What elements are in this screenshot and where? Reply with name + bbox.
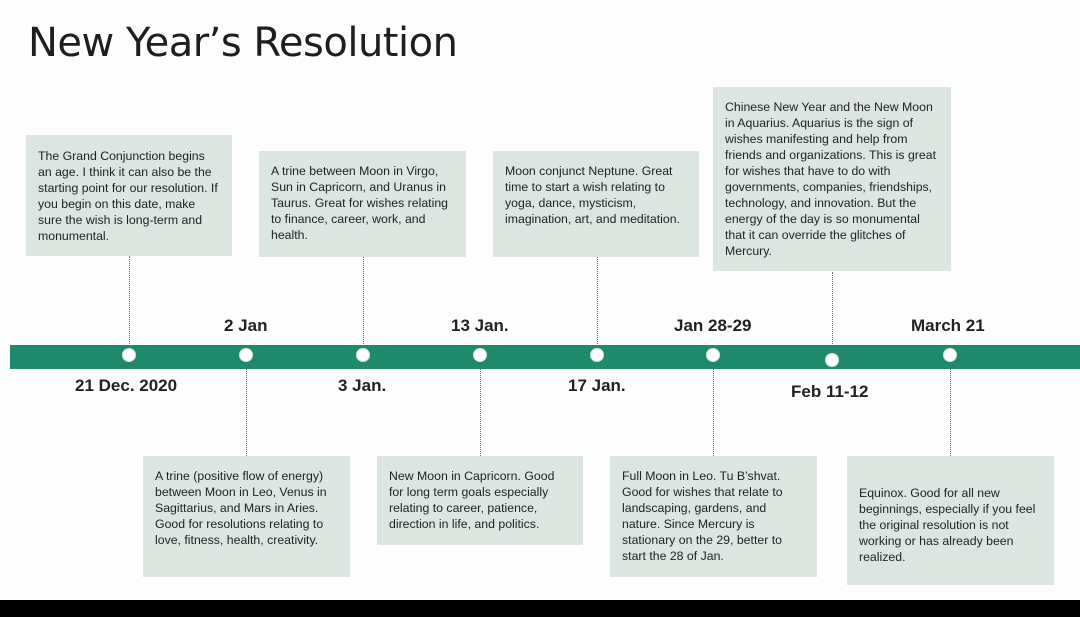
connector-jan13 xyxy=(480,362,481,456)
timeline-dot-mar21 xyxy=(944,349,956,361)
date-label-mar21: March 21 xyxy=(911,316,985,335)
connector-jan28 xyxy=(713,362,714,456)
date-label-jan28: Jan 28-29 xyxy=(674,316,752,335)
timeline-dot-dec21 xyxy=(123,349,135,361)
note-trine-jan2: A trine (positive flow of energy) between Moon in Leo, Venus in Sagittarius, and Mars in Aries. Good for resolutions relating to love, fitness, health, creativity. xyxy=(143,456,350,577)
connector-jan2 xyxy=(246,362,247,456)
date-label-jan17: 17 Jan. xyxy=(568,376,626,395)
connector-jan17 xyxy=(597,256,598,348)
connector-mar21 xyxy=(950,362,951,456)
note-chinese-new-year: Chinese New Year and the New Moon in Aquarius. Aquarius is the sign of wishes manifesting and help from friends and organizations. This is great for wishes that have to do with governments, companies, friendships, technology, and innovation. But the energy of the day is so monumental that it can override the glitches of Mercury. xyxy=(713,87,951,271)
note-grand-conjunction: The Grand Conjunction begins an age. I think it can also be the starting point for our resolution. If you begin on this date, make sure the wish is long-term and monumental. xyxy=(26,135,232,256)
timeline-dot-jan17 xyxy=(591,349,603,361)
connector-dec21 xyxy=(129,256,130,348)
timeline-dot-jan2 xyxy=(240,349,252,361)
date-label-feb11: Feb 11-12 xyxy=(791,382,869,401)
note-new-moon-capricorn: New Moon in Capricorn. Good for long term goals especially relating to career, patience, direction in life, and politics. xyxy=(377,456,583,545)
note-moon-neptune: Moon conjunct Neptune. Great time to start a wish relating to yoga, dance, mysticism, imagination, art, and meditation. xyxy=(493,151,699,257)
timeline-dot-jan13 xyxy=(474,349,486,361)
timeline-dot-jan28 xyxy=(707,349,719,361)
connector-feb11 xyxy=(832,272,833,348)
timeline-dot-jan3 xyxy=(357,349,369,361)
timeline-dot-feb11 xyxy=(826,354,838,366)
note-full-moon-leo: Full Moon in Leo. Tu B’shvat. Good for wishes that relate to landscaping, gardens, and nature. Since Mercury is stationary on the 29, better to start the 28 of Jan. xyxy=(610,456,817,577)
date-label-dec21: 21 Dec. 2020 xyxy=(75,376,178,395)
slide-title: New Year’s Resolution xyxy=(28,20,458,66)
date-label-jan13: 13 Jan. xyxy=(451,316,509,335)
note-equinox: Equinox. Good for all new beginnings, especially if you feel the original resolution is not working or has already been realized. xyxy=(847,456,1054,585)
screen-bottom-bar xyxy=(0,600,1080,617)
note-trine-jan3: A trine between Moon in Virgo, Sun in Capricorn, and Uranus in Taurus. Great for wishes relating to finance, career, work, and health. xyxy=(259,151,466,257)
date-label-jan3: 3 Jan. xyxy=(338,376,387,395)
date-label-jan2: 2 Jan xyxy=(224,316,268,335)
timeline-bar xyxy=(10,345,1080,369)
connector-jan3 xyxy=(363,242,364,348)
